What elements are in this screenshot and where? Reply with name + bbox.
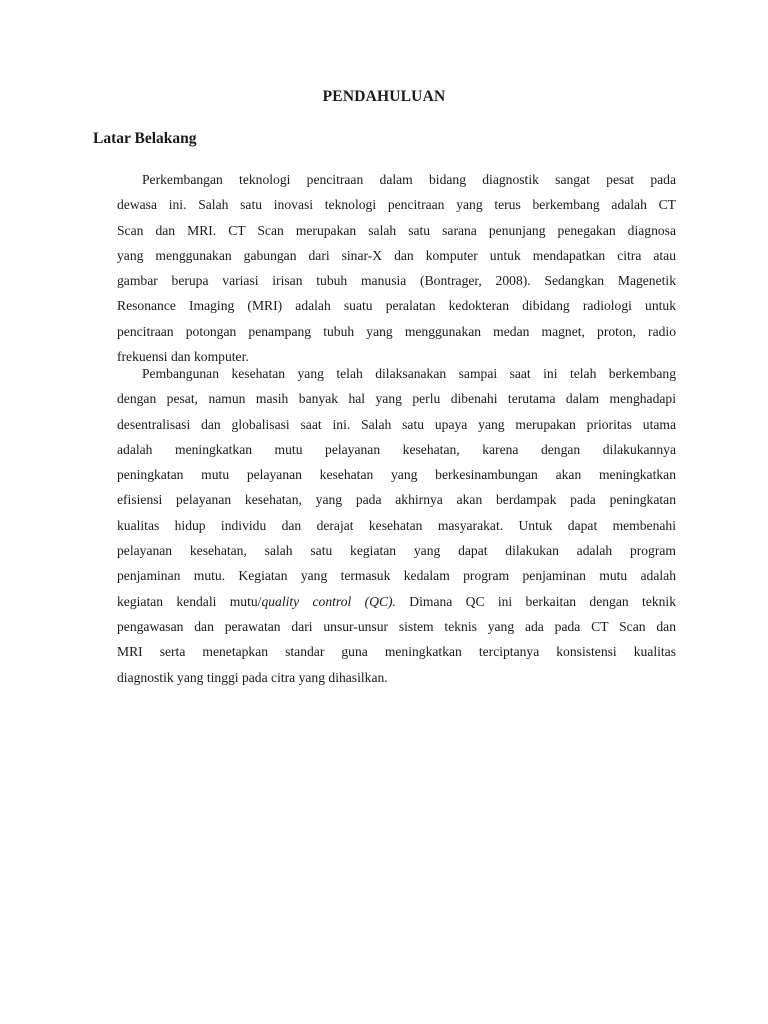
paragraph-line: yang menggunakan gabungan dari sinar-X dan komputer untuk mendapatkan citra atau xyxy=(117,247,676,263)
paragraph-line: dewasa ini. Salah satu inovasi teknologi pencitraan yang terus berkembang adalah CT xyxy=(117,197,676,213)
paragraph-line: peningkatan mutu pelayanan kesehatan yang berkesinambungan akan meningkatkan xyxy=(117,467,676,483)
paragraph-2 xyxy=(117,361,676,690)
paragraph-line: Resonance Imaging (MRI) adalah suatu peralatan kedokteran dibidang radiologi untuk xyxy=(117,298,676,314)
paragraph-line: gambar berupa variasi irisan tubuh manusia (Bontrager, 2008). Sedangkan Magenetik xyxy=(117,273,676,289)
paragraph-line-qc xyxy=(117,589,676,614)
paragraph-line: penjaminan mutu. Kegiatan yang termasuk kedalam program penjaminan mutu adalah xyxy=(117,568,676,584)
paragraph-line: MRI serta menetapkan standar guna meningkatkan terciptanya konsistensi kualitas xyxy=(117,644,676,660)
chapter-title: PENDAHULUAN xyxy=(322,88,446,105)
section-heading: Latar Belakang xyxy=(93,130,197,147)
paragraph-line: pengawasan dan perawatan dari unsur-unsur sistem teknis yang ada pada CT Scan dan xyxy=(117,618,676,634)
paragraph-line: adalah meningkatkan mutu pelayanan kesehatan, karena dengan dilakukannya xyxy=(117,441,676,457)
paragraph-line: pelayanan kesehatan, salah satu kegiatan yang dapat dilakukan adalah program xyxy=(117,543,676,559)
paragraph-line: pencitraan potongan penampang tubuh yang menggunakan medan magnet, proton, radio xyxy=(117,323,676,339)
paragraph-line: diagnostik yang tinggi pada citra yang dihasilkan. xyxy=(117,669,388,685)
paragraph-line: Pembangunan kesehatan yang telah dilaksanakan sampai saat ini telah berkembang xyxy=(142,366,676,381)
paragraph-line: efisiensi pelayanan kesehatan, yang pada akhirnya akan berdampak pada peningkatan xyxy=(117,492,676,508)
paragraph-line: Perkembangan teknologi pencitraan dalam bidang diagnostik sangat pesat pada xyxy=(142,172,676,187)
quality-control-term: quality control (QC). xyxy=(261,593,396,609)
paragraph-line: Scan dan MRI. CT Scan merupakan salah satu sarana penunjang penegakan diagnosa xyxy=(117,222,676,238)
paragraph-line: desentralisasi dan globalisasi saat ini. Salah satu upaya yang merupakan prioritas utama xyxy=(117,416,676,432)
qc-line-before: kegiatan kendali mutu/ xyxy=(117,593,262,609)
paragraph-line: dengan pesat, namun masih banyak hal yang perlu dibenahi terutama dalam menghadapi xyxy=(117,391,676,407)
paragraph-line: kualitas hidup individu dan derajat kesehatan masyarakat. Untuk dapat membenahi xyxy=(117,517,676,533)
paragraph-line: frekuensi dan komputer. xyxy=(117,349,249,365)
qc-line-after: Dimana QC ini berkaitan dengan teknik xyxy=(395,593,676,609)
paragraph-1 xyxy=(117,167,676,369)
